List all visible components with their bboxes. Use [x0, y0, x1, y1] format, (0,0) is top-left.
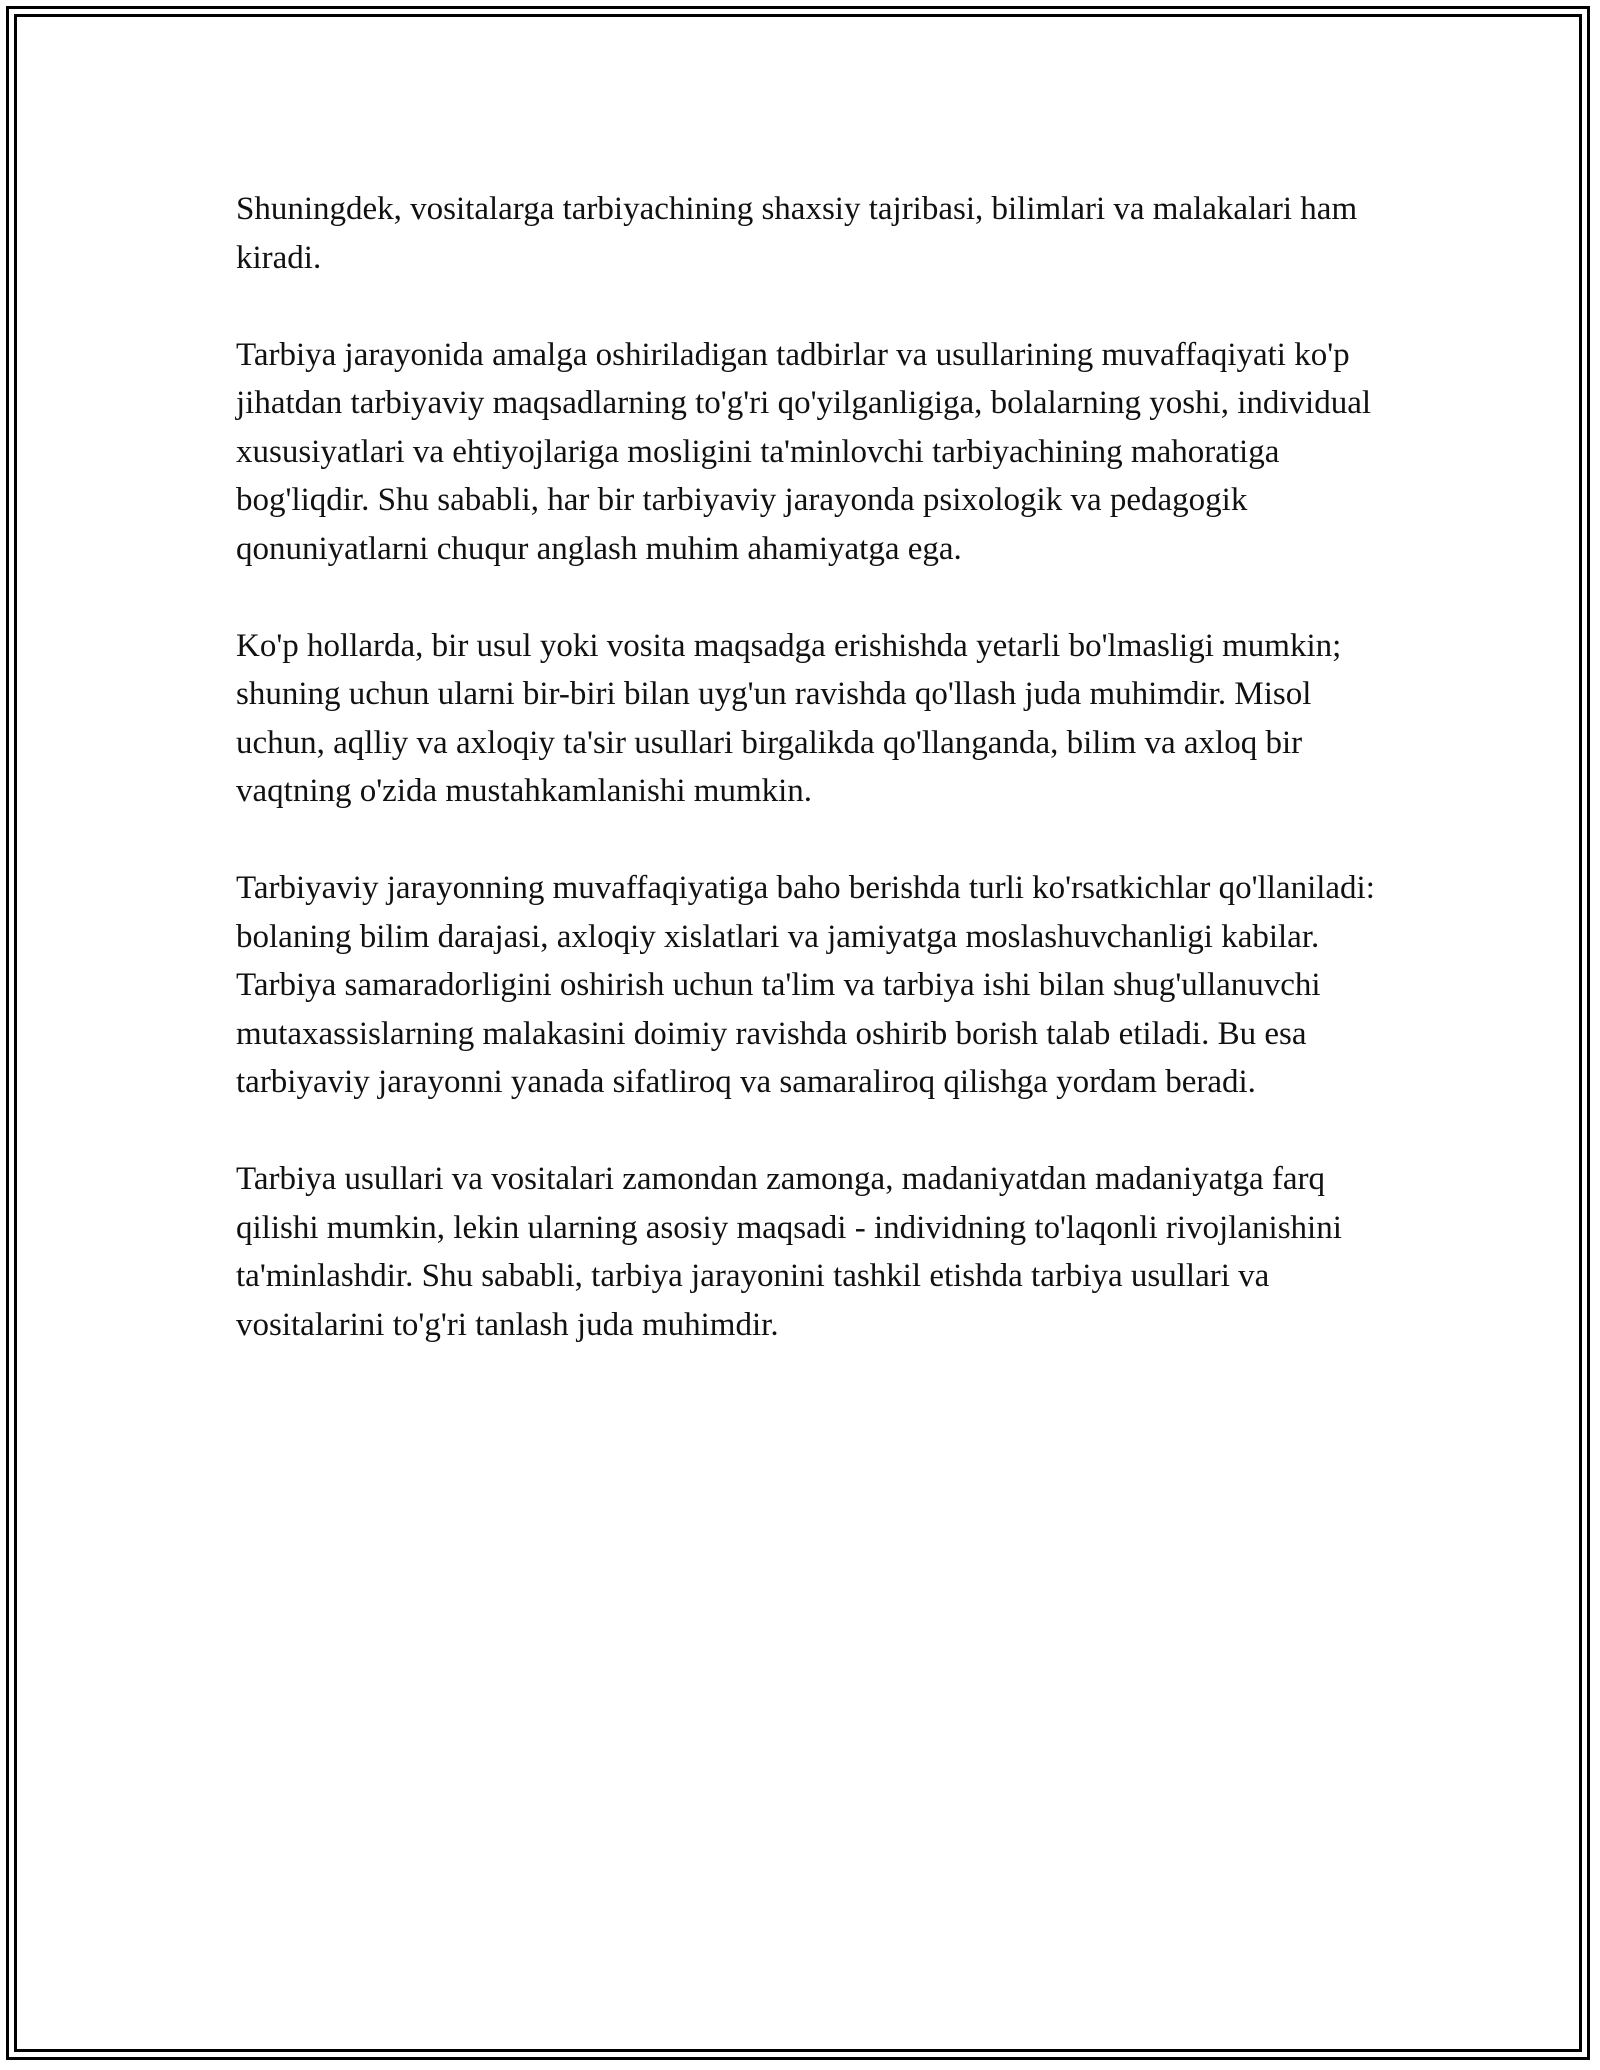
paragraph-1: Shuningdek, vositalarga tarbiyachining shaxsiy tajribasi, bilimlari va malakalari ham kiradi.	[236, 191, 1358, 276]
paragraph-3: Ko'p hollarda, bir usul yoki vosita maqsadga erishishda yetarli bo'lmasligi mumkin; shuning uchun ularni bir-biri bilan uyg'un ravishda qo'llash juda muhimdir. Misol uchun, aqlliy va axloqiy ta'sir usullari birgalikda qo'llanganda, bilim va axloq bir vaqtning o'zida mustahkamlanishi mumkin.	[236, 627, 1342, 809]
paragraph-5: Tarbiya usullari va vositalari zamondan zamonga, madaniyatdan madaniyatga farq qilishi mumkin, lekin ularning asosiy maqsadi - individning to'laqonli rivojlanishini ta'minlashdir. Shu sababli, tarbiya jarayonini tashkil etishda tarbiya usullari va vositalarini to'g'ri tanlash juda muhimdir.	[236, 1161, 1342, 1343]
document-body	[236, 185, 1376, 1349]
paragraph-4: Tarbiyaviy jarayonning muvaffaqiyatiga baho berishda turli ko'rsatkichlar qo'llaniladi: bolaning bilim darajasi, axloqiy xislatlari va jamiyatga moslashuvchanligi kabilar. Tarbiya samaradorligini oshirish uchun ta'lim va tarbiya ishi bilan shug'ullanuvchi mutaxassislarning malakasini doimiy ravishda oshirib borish talab etiladi. Bu esa tarbiyaviy jarayonni yanada sifatliroq va samaraliroq qilishga yordam beradi.	[236, 870, 1375, 1100]
paragraph-2: Tarbiya jarayonida amalga oshiriladigan tadbirlar va usullarining muvaffaqiyati ko'p jihatdan tarbiyaviy maqsadlarning to'g'ri qo'yilganligiga, bolalarning yoshi, individual xususiyatlari va ehtiyojlariga mosligini ta'minlovchi tarbiyachining mahoratiga bog'liqdir. Shu sababli, har bir tarbiyaviy jarayonda psixologik va pedagogik qonuniyatlarni chuqur anglash muhim ahamiyatga ega.	[236, 336, 1372, 567]
